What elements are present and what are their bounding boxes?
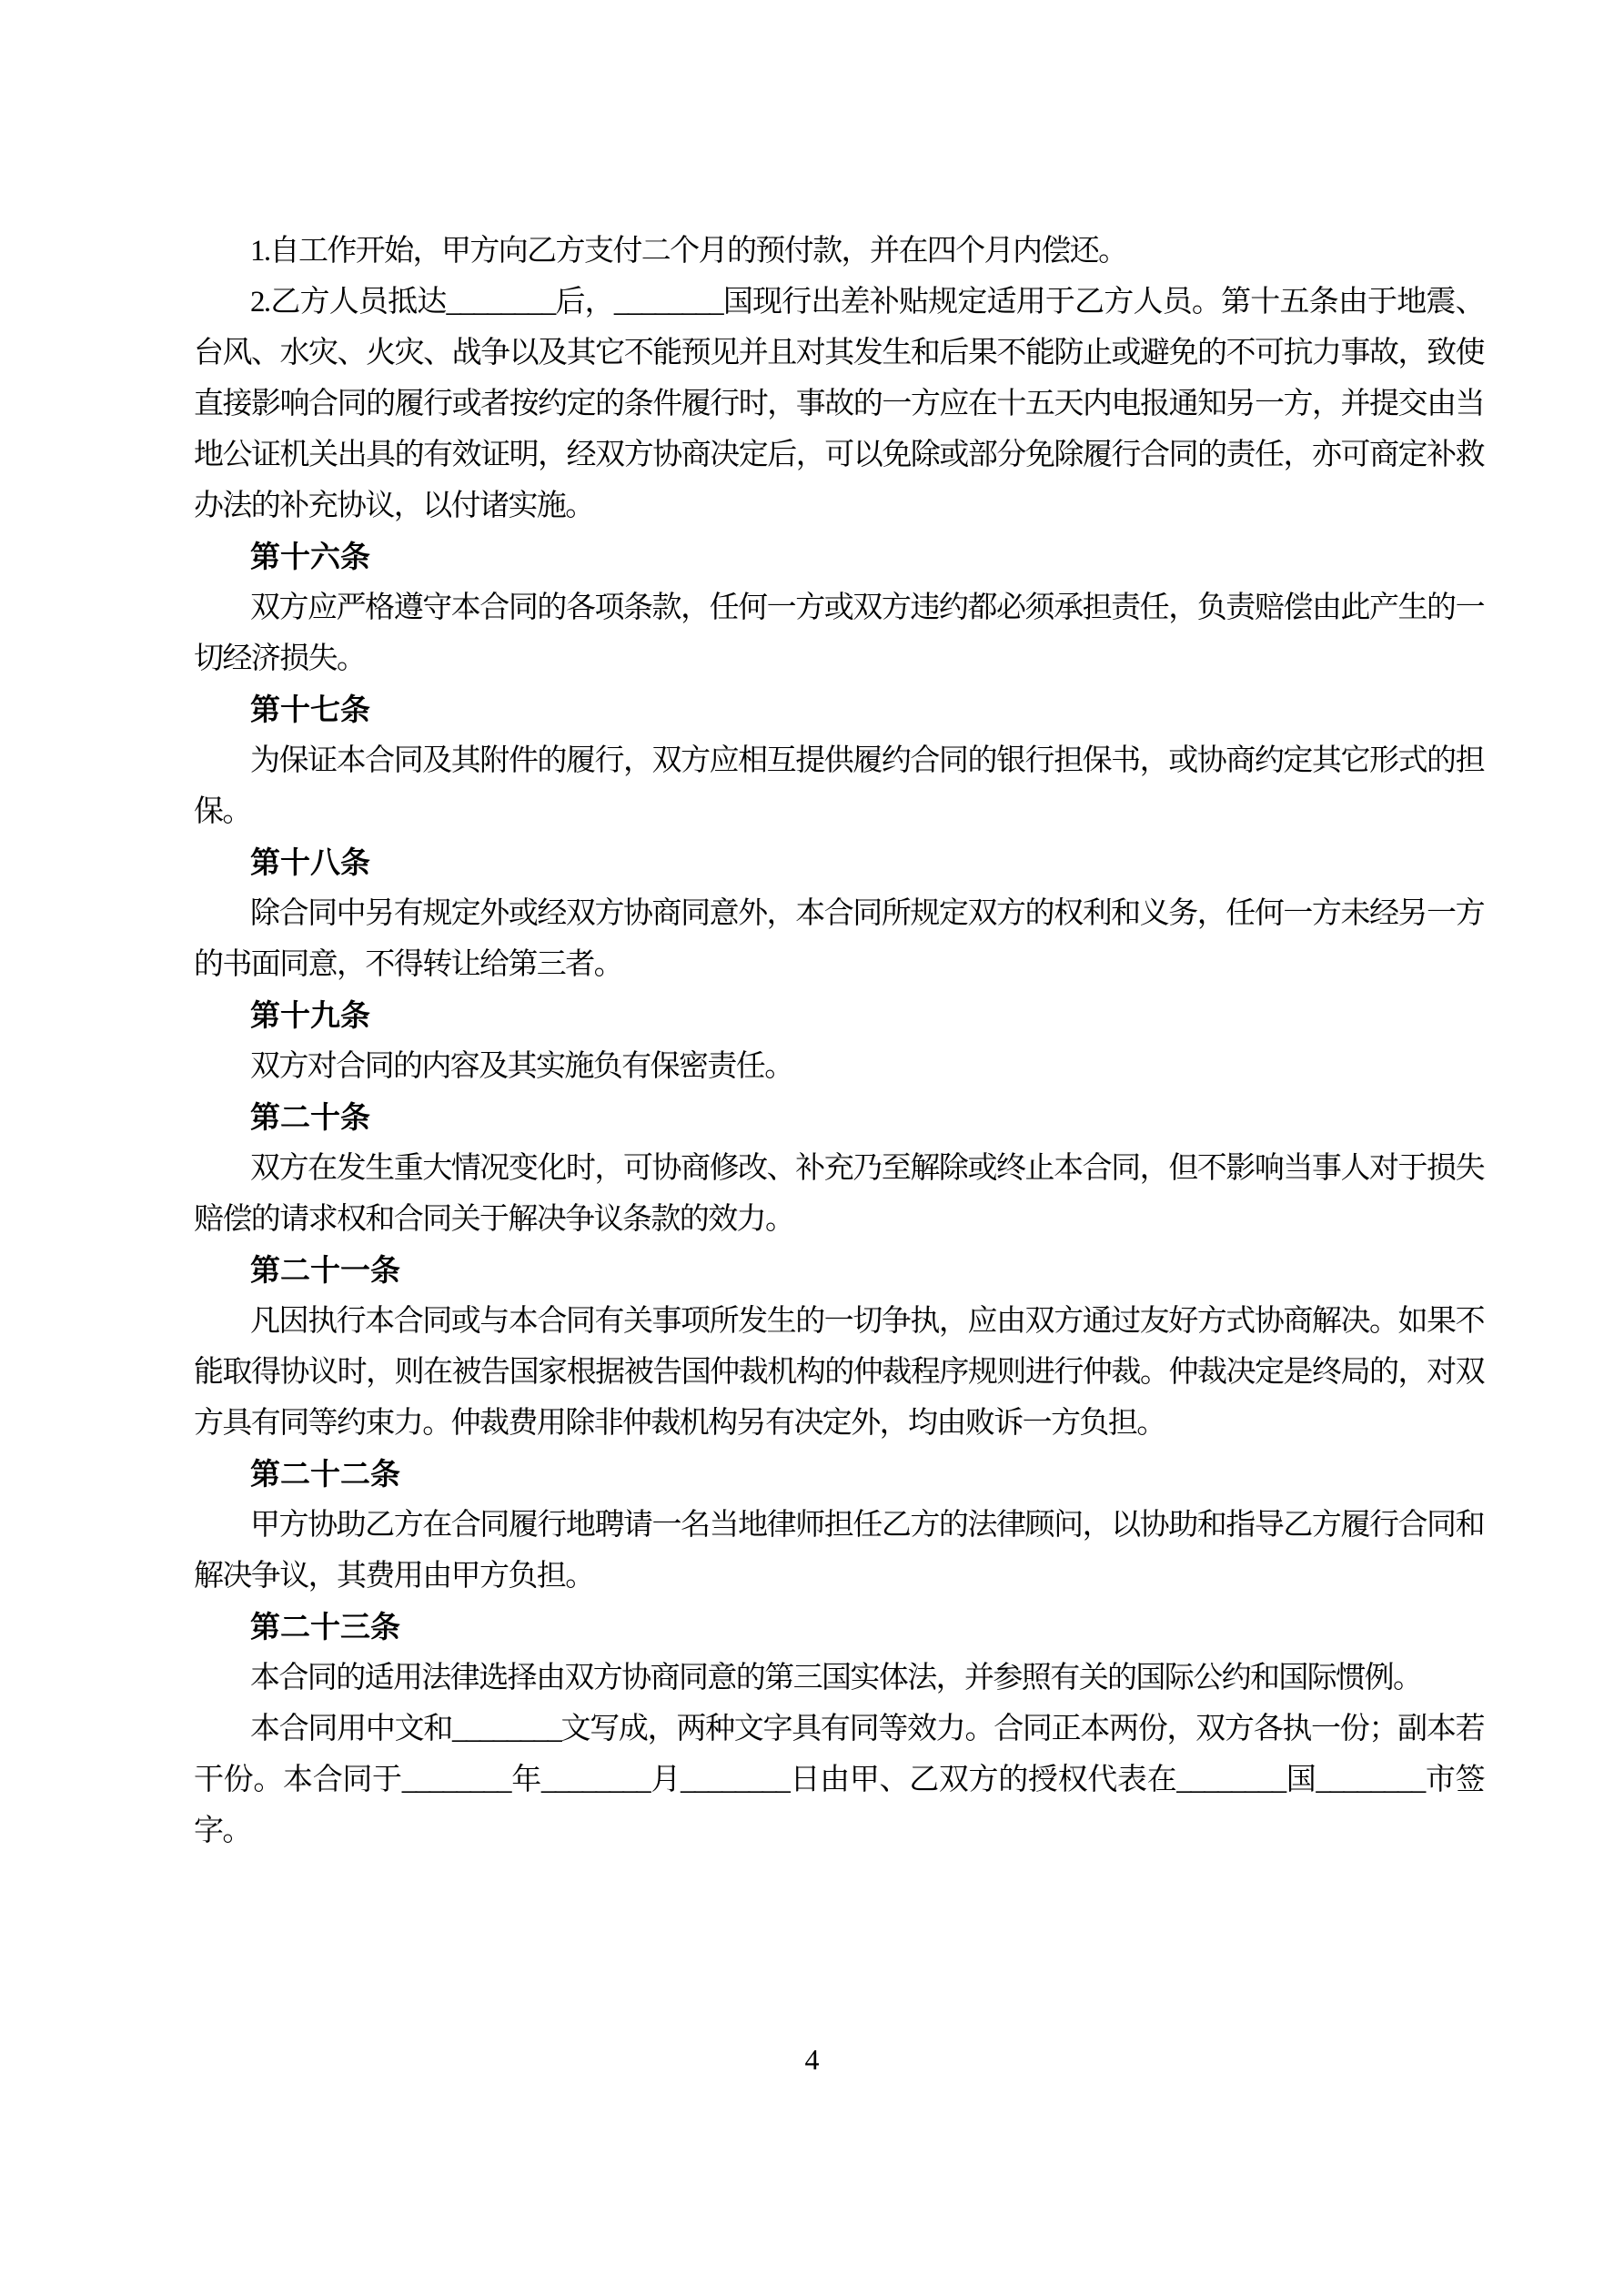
clause-heading-20: 第二十条 [250,1100,370,1134]
contract-body [194,226,1484,1856]
clause-heading-21: 第二十一条 [250,1253,400,1287]
paragraph-clause-19: 双方对合同的内容及其实施负有保密责任。 [250,1050,793,1083]
paragraph-allowance-force-majeure: 2.乙方人员抵达________后，________国现行出差补贴规定适用于乙方人员。第十五条由于地震、台风、水灾、火灾、战争以及其它不能预见并且对其发生和后果不能防止或避免的不可抗力事故，致使直接影响合同的履行或者按约定的条件履行时，事故的一方应在十五天内电报通知另一方，并提交由当地公证机关出具的有效证明，经双方协商决定后，可以免除或部分免除履行合同的责任，亦可商定补救办法的补充协议，以付诸实施。 [194,286,1484,522]
paragraph-clause-22: 甲方协助乙方在合同履行地聘请一名当地律师担任乙方的法律顾问，以协助和指导乙方履行合同和解决争议，其费用由甲方负担。 [194,1509,1484,1593]
paragraph-clause-20: 双方在发生重大情况变化时，可协商修改、补充乃至解除或终止本合同，但不影响当事人对于损失赔偿的请求权和合同关于解决争议条款的效力。 [194,1152,1484,1236]
paragraph-clause-16: 双方应严格遵守本合同的各项条款，任何一方或双方违约都必须承担责任，负责赔偿由此产生的一切经济损失。 [194,592,1484,675]
paragraph-advance-payment: 1.自工作开始，甲方向乙方支付二个月的预付款，并在四个月内偿还。 [250,235,1127,268]
paragraph-clause-21: 凡因执行本合同或与本合同有关事项所发生的一切争执，应由双方通过友好方式协商解决。如果不能取得协议时，则在被告国家根据被告国仲裁机构的仲裁程序规则进行仲裁。仲裁决定是终局的，对双方具有同等约束力。仲裁费用除非仲裁机构另有决定外，均由败诉一方负担。 [194,1305,1484,1440]
paragraph-clause-18: 除合同中另有规定外或经双方协商同意外，本合同所规定双方的权利和义务，任何一方未经另一方的书面同意，不得转让给第三者。 [194,897,1484,981]
clause-heading-22: 第二十二条 [250,1457,400,1491]
paragraph-clause-23: 本合同的适用法律选择由双方协商同意的第三国实体法，并参照有关的国际公约和国际惯例。 [250,1662,1422,1694]
clause-heading-18: 第十八条 [250,845,370,879]
clause-heading-16: 第十六条 [250,540,370,573]
paragraph-clause-17: 为保证本合同及其附件的履行，双方应相互提供履约合同的银行担保书，或协商约定其它形式的担保。 [194,744,1484,828]
page-number: 4 [804,2043,820,2076]
clause-heading-17: 第十七条 [250,693,370,726]
clause-heading-19: 第十九条 [250,998,370,1032]
paragraph-languages-signing: 本合同用中文和________文写成，两种文字具有同等效力。合同正本两份，双方各执一份；副本若干份。本合同于________年________月________日由甲、乙双方的授权代表在________国________市签字。 [194,1713,1484,1847]
clause-heading-23: 第二十三条 [250,1610,400,1644]
